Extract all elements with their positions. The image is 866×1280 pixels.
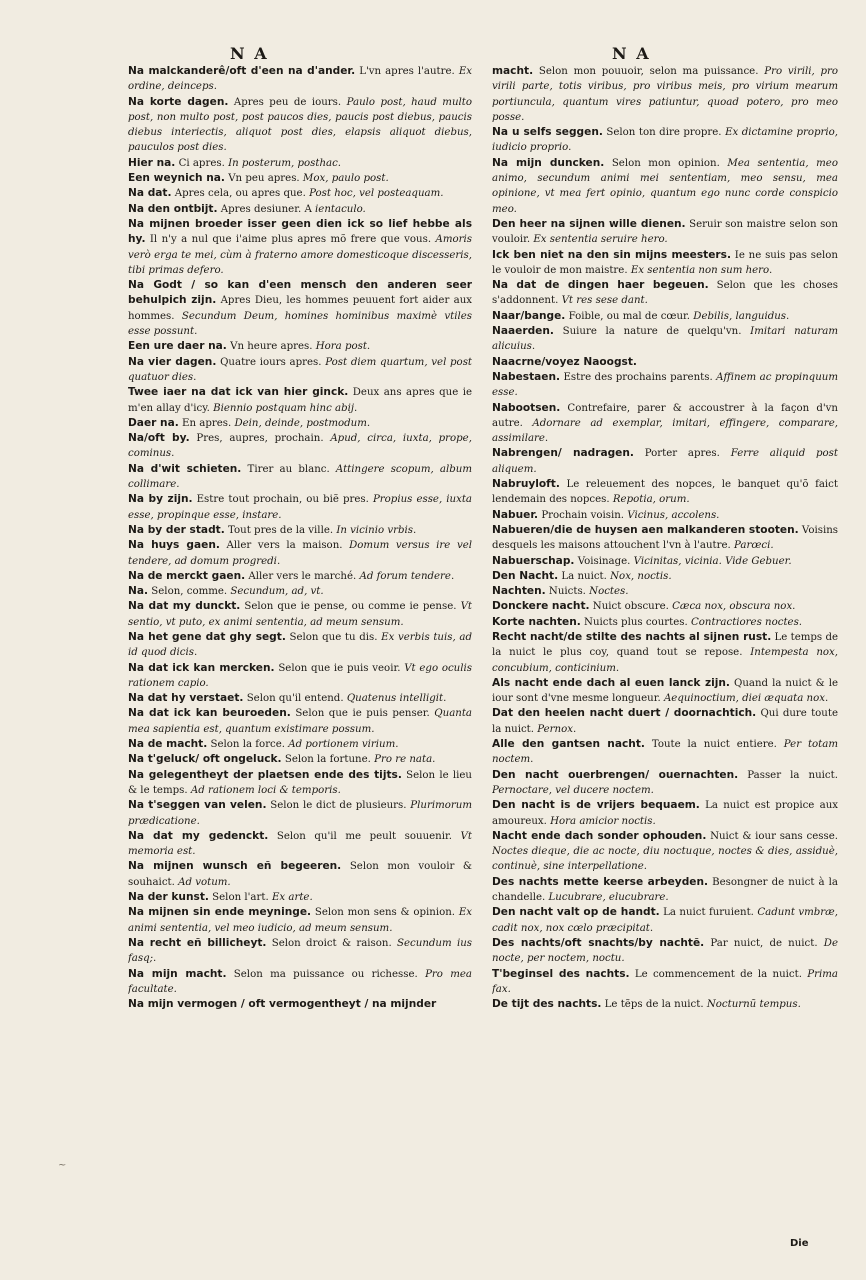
french-gloss: Aller vers le marché. <box>248 570 357 582</box>
headword: Naaerden. <box>492 325 554 338</box>
headword: Nabruyloft. <box>492 478 560 491</box>
dictionary-entry <box>492 278 838 309</box>
french-gloss: En apres. <box>182 417 232 429</box>
latin-gloss: Pro virili, pro virili parte, totis viribus, pro viribus meis, pro virium mearum portiuncula, quantum vires patiuntur, quoad potero, pro meo posse. <box>492 66 838 123</box>
latin-gloss: ientaculo. <box>315 203 366 215</box>
headword: Na dat. <box>128 187 172 200</box>
french-gloss: Selon qu'il me peult souuenir. <box>276 830 452 842</box>
latin-gloss: Vt res sese dant. <box>561 295 648 307</box>
headword: Ick ben niet na den sin mijns meesters. <box>492 248 731 261</box>
latin-gloss: Intempesta nox, concubium, conticinium. <box>492 647 838 674</box>
headword: Dat den heelen nacht duert / doornachtich. <box>492 707 757 720</box>
dictionary-entry <box>128 599 472 630</box>
headword: Na u selfs seggen. <box>492 126 603 139</box>
latin-gloss: Nocturnũ tempus. <box>706 999 801 1011</box>
dictionary-entry <box>128 95 472 156</box>
latin-gloss: Imitari naturam alicuius. <box>492 326 838 353</box>
headword: Den heer na sijnen wille dienen. <box>492 217 686 230</box>
headword: Twee iaer na dat ick van hier ginck. <box>128 386 349 399</box>
header-right: N A <box>612 44 651 63</box>
dictionary-entry <box>492 477 838 508</box>
french-gloss: Vn peu apres. <box>228 173 300 185</box>
dictionary-entry <box>492 64 838 125</box>
headword: Nachten. <box>492 585 546 598</box>
french-gloss: Le temps de la nuict le plus coy, quand tout se repose. <box>492 631 838 659</box>
dictionary-entry <box>492 355 838 370</box>
dictionary-entry <box>492 446 838 477</box>
headword: T'beginsel des nachts. <box>492 967 630 980</box>
latin-gloss: Secundum ius fasq;. <box>128 937 472 965</box>
margin-mark: ~ <box>58 1160 67 1171</box>
headword: Na mijnen wunsch eñ begeeren. <box>128 860 342 873</box>
dictionary-entry <box>128 584 472 599</box>
headword: Nacht ende dach sonder ophouden. <box>492 829 707 842</box>
headword: Nabuerschap. <box>492 554 575 567</box>
french-gloss: Voisins desquels les maisons attouchent l'vn à l'autre. <box>492 524 838 552</box>
latin-gloss: Vt ego oculis rationem capio. <box>128 662 472 689</box>
dictionary-entry <box>128 691 472 706</box>
latin-gloss: Ad portionem virium. <box>288 739 399 751</box>
french-gloss: Le releuement des nopces, le banquet qu'õ faict lendemain des nopces. <box>492 479 838 506</box>
headword: Na mijn macht. <box>128 967 227 980</box>
french-gloss: Selon la force. <box>210 739 286 751</box>
headword: Na dat my gedenckt. <box>128 829 269 842</box>
french-gloss: Pres, aupres, prochain. <box>196 433 324 445</box>
french-gloss: Estre tout prochain, ou biẽ pres. <box>196 494 369 506</box>
latin-gloss: Pernoctare, vel ducere noctem. <box>492 784 654 796</box>
french-gloss: Ie ne suis pas selon le vouloir de mon maistre. <box>492 249 838 276</box>
french-gloss: Selon mon opinion. <box>611 157 720 169</box>
headword: Alle den gantsen nacht. <box>492 738 645 751</box>
latin-gloss: Ad forum tendere. <box>359 570 455 582</box>
dictionary-entry <box>492 676 838 707</box>
latin-gloss: Ex verbis tuis, ad id quod dicis. <box>128 631 472 659</box>
dictionary-entry <box>128 752 472 767</box>
dictionary-entry <box>492 370 838 401</box>
latin-gloss: Mox, paulo post. <box>302 173 389 185</box>
headword: Des nachts/oft snachts/by nachtẽ. <box>492 936 705 949</box>
french-gloss: Selon, comme. <box>151 586 228 598</box>
headword: Een ure daer na. <box>128 340 227 353</box>
french-gloss: Quatre iours apres. <box>220 356 322 368</box>
dictionary-entry <box>492 936 838 967</box>
dictionary-entry <box>492 706 838 737</box>
dictionary-entry <box>128 829 472 860</box>
french-gloss: Apres cela, ou apres que. <box>174 188 306 200</box>
headword: Na de merckt gaen. <box>128 569 246 582</box>
headword: Recht nacht/de stilte des nachts al sijnen rust. <box>492 630 772 643</box>
latin-gloss: Mea sententia, meo animo, secundum animi mei sententiam, meo sensu, mea opinione, vt mea fert opinio, quantum ego nunc corde conspicio meo. <box>492 157 838 215</box>
headword: Na korte dagen. <box>128 95 229 108</box>
dictionary-entry <box>128 64 472 95</box>
french-gloss: Selon que ie pense, ou comme ie pense. <box>244 601 457 613</box>
latin-gloss: Secundum Deum, homines hominibus maximè vtiles esse possunt. <box>128 310 472 338</box>
headword: Na by der stadt. <box>128 523 225 536</box>
french-gloss: Selon mon pouuoir, selon ma puissance. <box>538 66 759 77</box>
latin-gloss: Noctes dieque, die ac nocte, diu noctuque, noctes & dies, assiduè, continuè, sine interpellatione. <box>492 846 838 873</box>
dictionary-entry <box>492 615 838 630</box>
headword: Na dat de dingen haer begeuen. <box>492 279 709 292</box>
dictionary-entry <box>128 431 472 462</box>
french-gloss: Selon mon sens & opinion. <box>314 907 456 919</box>
french-gloss: Vn heure apres. <box>230 341 313 353</box>
latin-gloss: Vicinitas, vicinia. Vide Gebuer. <box>633 555 792 567</box>
french-gloss: Selon mon vouloir & souhaict. <box>128 861 472 888</box>
french-gloss: Nuict & iour sans cesse. <box>710 830 838 842</box>
headword: Naar/bange. <box>492 309 566 322</box>
dictionary-entry <box>492 599 838 614</box>
french-gloss: Prochain voisin. <box>541 509 625 521</box>
dictionary-entry <box>128 523 472 538</box>
latin-gloss: Cæca nox, obscura nox. <box>672 601 796 613</box>
french-gloss: Besongner de nuict à la chandelle. <box>492 876 838 904</box>
headword: Na dat ick kan mercken. <box>128 661 275 674</box>
latin-gloss: Post hoc, vel posteaquam. <box>309 188 444 200</box>
french-gloss: Qui dure toute la nuict. <box>492 708 838 735</box>
french-gloss: Il n'y a nul que i'aime plus apres mõ frere que vous. <box>149 234 432 246</box>
headword: Na/oft by. <box>128 432 190 445</box>
french-gloss: Foible, ou mal de cœur. <box>568 310 691 322</box>
dictionary-entry <box>128 997 472 1012</box>
french-gloss: Le commencement de la nuict. <box>634 968 802 980</box>
headword: Na dat ick kan beuroeden. <box>128 707 291 720</box>
latin-gloss: Ad votum. <box>178 876 231 888</box>
dictionary-entry <box>128 462 472 493</box>
dictionary-entry <box>128 385 472 416</box>
catchword: Die <box>790 1238 809 1249</box>
french-gloss: Contrefaire, parer & accoustrer à la façon d'vn autre. <box>492 402 838 429</box>
headword: Na by zijn. <box>128 493 193 506</box>
latin-gloss: Hora amicior noctis. <box>550 815 656 827</box>
french-gloss: Deux ans apres que ie m'en allay d'icy. <box>128 387 472 414</box>
latin-gloss: Biennio postquam hinc abij. <box>213 402 358 414</box>
running-header <box>0 44 866 66</box>
latin-gloss: Nox, noctis. <box>610 570 672 582</box>
french-gloss: Toute la nuict entiere. <box>651 739 777 751</box>
latin-gloss: Ex ordine, deinceps. <box>128 66 472 93</box>
headword: Den nacht valt op de handt. <box>492 906 660 919</box>
latin-gloss: Vt memoria est. <box>128 830 472 858</box>
latin-gloss: Repotia, orum. <box>612 494 690 506</box>
dictionary-entry <box>492 554 838 569</box>
french-gloss: Selon droict & raison. <box>271 937 392 949</box>
latin-gloss: Post diem quartum, vel post quatuor dies. <box>128 356 472 383</box>
french-gloss: Selon la fortune. <box>284 754 371 766</box>
french-gloss: Le tẽps de la nuict. <box>604 999 704 1011</box>
latin-gloss: Noctes. <box>589 586 629 598</box>
latin-gloss: Contractiores noctes. <box>690 616 803 628</box>
dictionary-entry <box>492 905 838 936</box>
dictionary-entry <box>128 905 472 936</box>
french-gloss: Selon le lieu & le temps. <box>128 769 472 796</box>
dictionary-entry <box>492 630 838 676</box>
latin-gloss: Secundum, ad, vt. <box>230 586 324 598</box>
dictionary-entry <box>492 309 838 324</box>
french-gloss: Quand la nuict & le iour sont d'vne mesme longueur. <box>492 677 838 705</box>
headword: Na dat my dunckt. <box>128 600 241 613</box>
latin-gloss: Pro re nata. <box>374 754 436 766</box>
latin-gloss: Amoris verò erga te mei, cùm à fraterno amore domesticoque discesseris, tibi primas defero. <box>128 234 472 276</box>
headword: Na der kunst. <box>128 891 209 904</box>
latin-gloss: Ferre aliquid post aliquem. <box>492 448 838 475</box>
headword: Nabestaen. <box>492 370 561 383</box>
dictionary-entry <box>128 339 472 354</box>
dictionary-entry <box>128 768 472 799</box>
dictionary-entry <box>128 859 472 890</box>
headword: Na den ontbijt. <box>128 202 218 215</box>
dictionary-entry <box>492 156 838 217</box>
latin-gloss: Ex animi sententia, vel meo iudicio, ad meum sensum. <box>128 907 472 934</box>
latin-gloss: Ex sententia seruire hero. <box>533 234 668 246</box>
dictionary-entry <box>128 278 472 339</box>
headword: Nabueren/die de huysen aen malkanderen stooten. <box>492 523 799 536</box>
latin-gloss: Hora post. <box>315 341 371 353</box>
dictionary-entry <box>492 584 838 599</box>
headword: Donckere nacht. <box>492 600 590 613</box>
headword: Korte nachten. <box>492 615 581 628</box>
dictionary-entry <box>128 171 472 186</box>
latin-gloss: Quanta mea sapientia est, quantum existimare possum. <box>128 708 472 735</box>
left-column <box>128 64 472 1234</box>
latin-gloss: In posterum, posthac. <box>228 157 342 169</box>
french-gloss: Nuicts plus courtes. <box>584 616 688 628</box>
headword: Als nacht ende dach al euen lanck zijn. <box>492 676 730 689</box>
dictionary-entry <box>128 416 472 431</box>
headword: De tijt des nachts. <box>492 998 602 1011</box>
latin-gloss: Lucubrare, elucubrare. <box>548 892 669 904</box>
headword: Den nacht is de vrijers bequaem. <box>492 799 700 812</box>
dictionary-entry <box>492 875 838 906</box>
headword: Den Nacht. <box>492 569 559 582</box>
french-gloss: L'vn apres l'autre. <box>359 66 455 77</box>
dictionary-entry <box>492 569 838 584</box>
dictionary-entry <box>128 217 472 278</box>
french-gloss: Ci apres. <box>178 157 225 169</box>
french-gloss: Selon l'art. <box>212 892 269 904</box>
headword: Na recht eñ billicheyt. <box>128 936 267 949</box>
french-gloss: Porter apres. <box>644 448 720 460</box>
headword: Na dat hy verstaet. <box>128 692 244 705</box>
latin-gloss: In vicinio vrbis. <box>336 524 417 536</box>
french-gloss: Selon que tu dis. <box>289 631 378 643</box>
latin-gloss: Vt sentio, vt puto, ex animi sententia, ad meum sensum. <box>128 601 472 628</box>
headword: Na t'geluck/ oft ongeluck. <box>128 753 282 766</box>
headword: Hier na. <box>128 156 176 169</box>
dictionary-entry <box>128 630 472 661</box>
headword: Na malckanderê/oft d'een na d'ander. <box>128 65 356 77</box>
dictionary-entry <box>128 202 472 217</box>
headword: Daer na. <box>128 416 179 429</box>
dictionary-entry <box>492 401 838 447</box>
dictionary-entry <box>492 248 838 279</box>
dictionary-entry <box>128 798 472 829</box>
latin-gloss: Pernox. <box>537 723 577 735</box>
french-gloss: Selon que les choses s'addonnent. <box>492 280 838 307</box>
headword: Na mijnen sin ende meyninge. <box>128 906 312 919</box>
headword: Des nachts mette keerse arbeyden. <box>492 875 709 888</box>
latin-gloss: Vicinus, accolens. <box>627 509 720 521</box>
headword: Na. <box>128 585 149 598</box>
dictionary-entry <box>492 829 838 875</box>
dictionary-entry <box>492 523 838 554</box>
latin-gloss: Per totam noctem. <box>492 739 838 766</box>
latin-gloss: Attingere scopum, album collimare. <box>128 463 472 491</box>
dictionary-entry <box>128 538 472 569</box>
dictionary-entry <box>128 186 472 201</box>
french-gloss: Seruir son maistre selon son vouloir. <box>492 218 838 246</box>
latin-gloss: Dein, deinde, postmodum. <box>234 417 371 429</box>
french-gloss: Tout pres de la ville. <box>228 524 334 536</box>
dictionary-entry <box>128 936 472 967</box>
headword: Na huys gaen. <box>128 539 220 552</box>
headword: Een weynich na. <box>128 172 225 185</box>
dictionary-entry <box>128 737 472 752</box>
dictionary-entry <box>128 355 472 386</box>
right-column <box>492 64 838 1234</box>
french-gloss: Apres desiuner. A <box>220 203 312 215</box>
dictionary-entry <box>128 156 472 171</box>
french-gloss: Selon ton dire propre. <box>606 127 722 139</box>
headword: Na t'seggen van velen. <box>128 799 267 812</box>
headword: Na vier dagen. <box>128 355 217 368</box>
latin-gloss: Debilis, languidus. <box>693 310 790 322</box>
french-gloss: Nuicts. <box>548 586 586 598</box>
french-gloss: Selon que ie puis penser. <box>295 708 430 720</box>
dictionary-entry <box>492 967 838 998</box>
dictionary-entry <box>128 661 472 692</box>
dictionary-entry <box>128 706 472 737</box>
header-left: N A <box>230 44 269 63</box>
latin-gloss: Ex sententia non sum hero. <box>630 264 773 276</box>
french-gloss: Par nuict, de nuict. <box>710 937 818 949</box>
headword: Den nacht ouerbrengen/ ouernachten. <box>492 768 739 781</box>
dictionary-entry <box>492 324 838 355</box>
french-gloss: Suiure la nature de quelqu'vn. <box>562 326 742 338</box>
latin-gloss: Prima fax. <box>492 968 838 995</box>
latin-gloss: Cadunt vmbræ, cadit nox, nox cœlo præcipitat. <box>492 907 838 934</box>
latin-gloss: Domum versus ire vel tendere, ad domum progredi. <box>128 540 472 567</box>
french-gloss: Selon qu'il entend. <box>246 693 344 705</box>
dictionary-entry <box>492 508 838 523</box>
headword: Na d'wit schieten. <box>128 462 242 475</box>
latin-gloss: Ad rationem loci & temporis. <box>190 784 341 796</box>
latin-gloss: Parœci. <box>734 540 774 552</box>
latin-gloss: Quatenus intelligit. <box>346 693 447 705</box>
dictionary-entry <box>128 569 472 584</box>
french-gloss: Nuict obscure. <box>592 601 669 613</box>
french-gloss: Selon le dict de plusieurs. <box>270 800 407 812</box>
dictionary-entry <box>492 798 838 829</box>
dictionary-entry <box>492 217 838 248</box>
latin-gloss: De nocte, per noctem, noctu. <box>492 937 838 965</box>
latin-gloss: Affinem ac propinquum esse. <box>492 371 838 399</box>
latin-gloss: Propius esse, iuxta esse, propinque esse, instare. <box>128 494 472 521</box>
french-gloss: La nuict. <box>561 570 607 582</box>
latin-gloss: Pro mea facultate. <box>128 968 472 995</box>
latin-gloss: Plurimorum prædicatione. <box>128 800 472 827</box>
headword: Na de macht. <box>128 738 208 751</box>
french-gloss: La nuict est propice aux amoureux. <box>492 800 838 827</box>
headword: Na het gene dat ghy segt. <box>128 630 286 643</box>
headword: Nabrengen/ nadragen. <box>492 447 634 460</box>
dictionary-entry <box>128 492 472 523</box>
headword: Na Godt / so kan d'een mensch den anderen seer behulpich zijn. <box>128 279 472 307</box>
french-gloss: Apres peu de iours. <box>233 96 342 108</box>
french-gloss: Apres Dieu, les hommes peuuent fort aider aux hommes. <box>128 295 472 322</box>
french-gloss: Voisinage. <box>577 555 631 567</box>
headword: Nabootsen. <box>492 401 561 414</box>
french-gloss: Aller vers la maison. <box>226 540 343 552</box>
headword: Na gelegentheyt der plaetsen ende des tijts. <box>128 768 402 781</box>
headword: Naacrne/voyez Naoogst. <box>492 355 637 368</box>
french-gloss: La nuict furuient. <box>663 907 754 919</box>
dictionary-entry <box>492 768 838 799</box>
french-gloss: Selon ma puissance ou richesse. <box>233 968 418 980</box>
dictionary-entry <box>128 967 472 998</box>
dictionary-entry <box>128 890 472 905</box>
latin-gloss: Aequinoctium, diei æquata nox. <box>663 693 829 705</box>
latin-gloss: Paulo post, haud multo post, non multo post, post paucos dies, paucis post diebus, paucis diebus interiectis, aliquot post dies, elapsis aliquot diebus, pauculos post dies. <box>128 96 472 154</box>
french-gloss: Selon que ie puis veoir. <box>278 662 401 674</box>
french-gloss: Tirer au blanc. <box>247 463 330 475</box>
latin-gloss: Adornare ad exemplar, imitari, effingere, comparare, assimilare. <box>492 417 838 445</box>
latin-gloss: Ex dictamine proprio, iudicio proprio. <box>492 127 838 154</box>
headword: Na mijnen broeder isser geen dien ick so lief hebbe als hy. <box>128 217 472 246</box>
headword: Na mijn duncken. <box>492 156 605 169</box>
headword: Nabuer. <box>492 508 539 521</box>
latin-gloss: Apud, circa, iuxta, prope, cominus. <box>128 433 472 460</box>
french-gloss: Passer la nuict. <box>747 769 838 781</box>
headword: macht. <box>492 65 534 77</box>
latin-gloss: Ex arte. <box>271 892 313 904</box>
french-gloss: Estre des prochains parents. <box>563 371 713 383</box>
dictionary-entry <box>492 737 838 768</box>
headword: Na mijn vermogen / oft vermogentheyt / na mijnder <box>128 998 437 1011</box>
dictionary-entry <box>492 125 838 156</box>
dictionary-entry <box>492 997 838 1012</box>
